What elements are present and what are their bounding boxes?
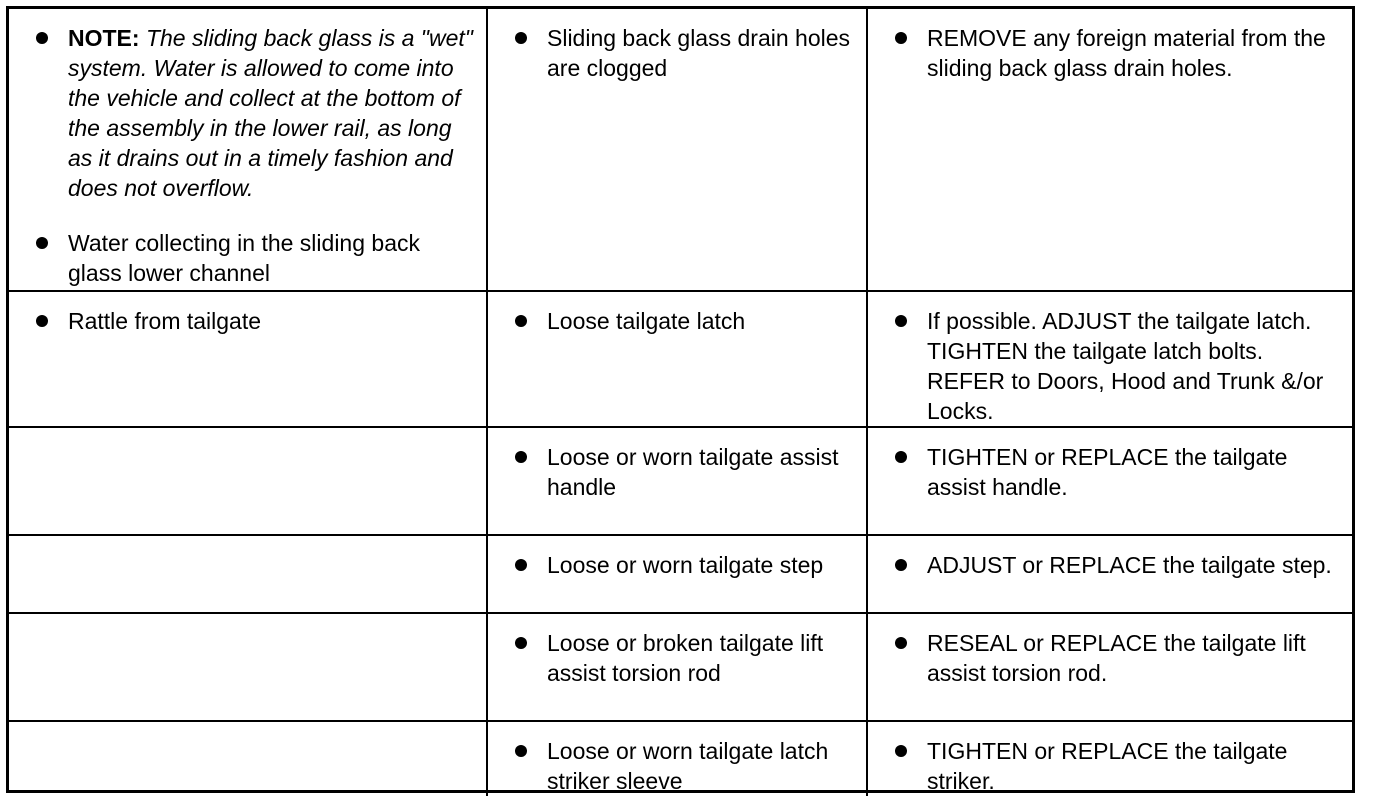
action-cell	[867, 721, 1352, 796]
diagnosis-table-frame	[6, 6, 1355, 793]
bullet-icon	[515, 637, 527, 649]
cause-item	[510, 23, 860, 83]
bullet-icon	[895, 745, 907, 757]
cause-text: Sliding back glass drain holes are clogged	[547, 25, 851, 81]
cause-cell	[487, 291, 867, 427]
action-text: TIGHTEN or REPLACE the tailgate striker.	[927, 738, 1288, 794]
table-row	[9, 535, 1352, 613]
cause-text: Loose or worn tailgate assist handle	[547, 444, 839, 500]
bullet-icon	[895, 32, 907, 44]
note-label: NOTE:	[68, 25, 140, 51]
condition-cell-empty	[9, 535, 487, 613]
condition-cell-empty	[9, 721, 487, 796]
condition-cell-empty	[9, 427, 487, 535]
condition-item	[31, 306, 480, 336]
action-text: ADJUST or REPLACE the tailgate step.	[927, 552, 1332, 578]
cause-text: Loose or worn tailgate step	[547, 552, 824, 578]
action-item	[890, 306, 1346, 426]
cause-text: Loose or broken tailgate lift assist torsion rod	[547, 630, 824, 686]
action-text: REMOVE any foreign material from the sliding back glass drain holes.	[927, 25, 1326, 81]
cause-cell	[487, 613, 867, 721]
cause-text: Loose or worn tailgate latch striker sleeve	[547, 738, 829, 794]
bullet-icon	[36, 32, 48, 44]
cause-item	[510, 442, 860, 502]
action-text: If possible. ADJUST the tailgate latch. TIGHTEN the tailgate latch bolts. REFER to Doors, Hood and Trunk &/or Locks.	[927, 308, 1324, 424]
action-cell	[867, 535, 1352, 613]
action-cell	[867, 9, 1352, 291]
cause-cell	[487, 9, 867, 291]
note-text: The sliding back glass is a "wet" system. Water is allowed to come into the vehicle and collect at the bottom of the assembly in the lower rail, as long as it drains out in a timely fashion and does not overflow.	[68, 25, 473, 201]
table-row	[9, 613, 1352, 721]
bullet-icon	[36, 315, 48, 327]
action-text: RESEAL or REPLACE the tailgate lift assist torsion rod.	[927, 630, 1306, 686]
bullet-icon	[895, 559, 907, 571]
action-cell	[867, 613, 1352, 721]
bullet-icon	[895, 451, 907, 463]
condition-cell	[9, 291, 487, 427]
condition-text: Rattle from tailgate	[68, 308, 262, 334]
cause-item	[510, 628, 860, 688]
condition-item	[31, 228, 480, 288]
cause-cell	[487, 721, 867, 796]
action-item	[890, 550, 1346, 580]
bullet-icon	[895, 315, 907, 327]
condition-cell	[9, 9, 487, 291]
note-item	[31, 23, 480, 203]
condition-text: Water collecting in the sliding back glass lower channel	[68, 230, 420, 286]
action-text: TIGHTEN or REPLACE the tailgate assist handle.	[927, 444, 1288, 500]
bullet-icon	[36, 237, 48, 249]
action-cell	[867, 291, 1352, 427]
bullet-icon	[515, 451, 527, 463]
bullet-icon	[895, 637, 907, 649]
cause-cell	[487, 535, 867, 613]
table-row	[9, 721, 1352, 796]
action-item	[890, 442, 1346, 502]
cause-text: Loose tailgate latch	[547, 308, 746, 334]
action-item	[890, 736, 1346, 796]
cause-item	[510, 736, 860, 796]
bullet-icon	[515, 315, 527, 327]
cause-item	[510, 306, 860, 336]
cause-item	[510, 550, 860, 580]
table-row	[9, 9, 1352, 291]
action-cell	[867, 427, 1352, 535]
action-item	[890, 628, 1346, 688]
bullet-icon	[515, 745, 527, 757]
action-item	[890, 23, 1346, 83]
bullet-icon	[515, 32, 527, 44]
bullet-icon	[515, 559, 527, 571]
diagnosis-table	[9, 9, 1352, 796]
table-row	[9, 291, 1352, 427]
table-row	[9, 427, 1352, 535]
condition-cell-empty	[9, 613, 487, 721]
cause-cell	[487, 427, 867, 535]
